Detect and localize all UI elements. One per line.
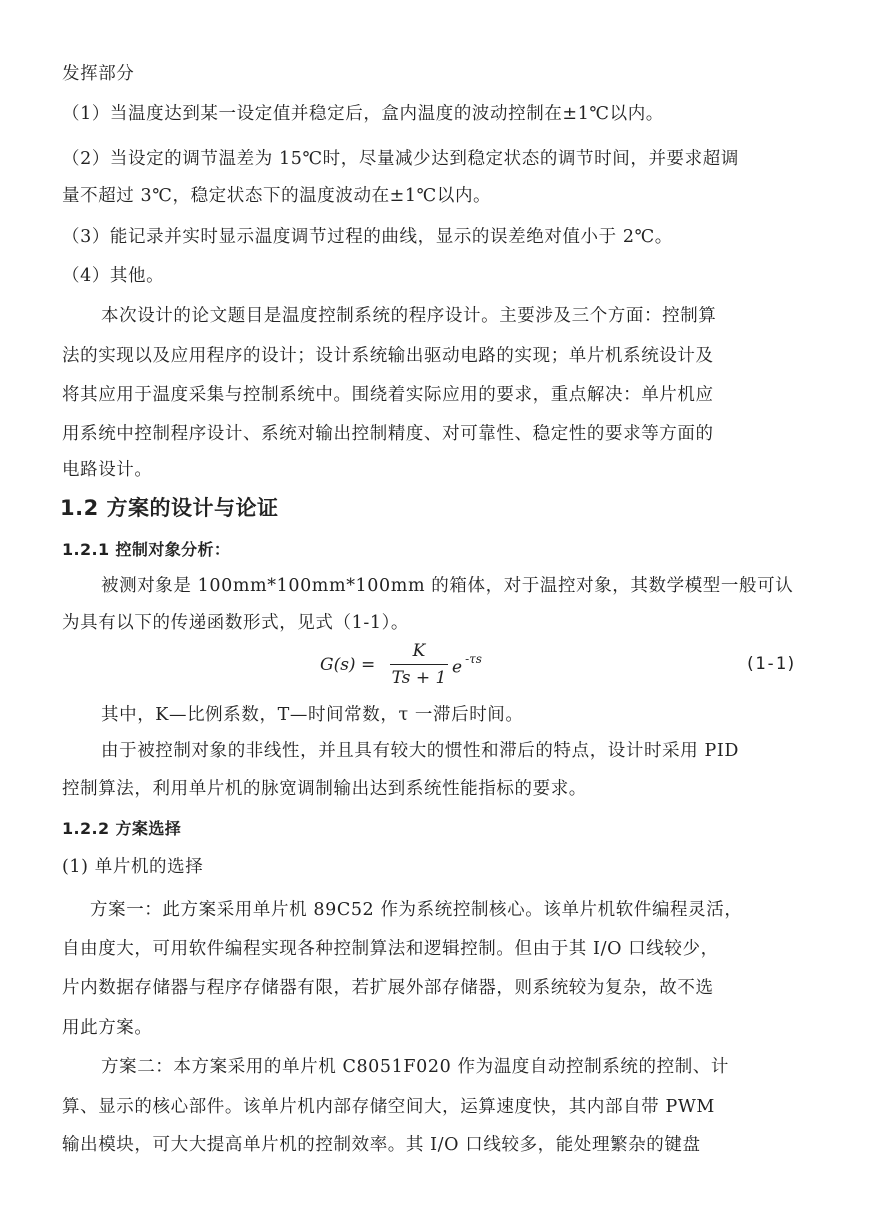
text-line: 用此方案。 [62, 1018, 153, 1038]
text-line: 被测对象是 100mm*100mm*100mm 的箱体，对于温控对象，其数学模型一般可认 [101, 576, 794, 596]
text-line: (1) 单片机的选择 [62, 857, 204, 877]
text-line: 输出模块，可大大提高单片机的控制效率。其 I/O 口线较多，能处理繁杂的键盘 [62, 1135, 701, 1155]
text-line: 方案一：此方案采用单片机 89C52 作为系统控制核心。该单片机软件编程灵活， [90, 900, 743, 920]
text-line: 本次设计的论文题目是温度控制系统的程序设计。主要涉及三个方面：控制算 [101, 306, 717, 326]
formula-exp-base: e [452, 657, 463, 678]
equation-number: (1-1) [745, 654, 797, 674]
text-line: （1）当温度达到某一设定值并稳定后，盒内温度的波动控制在±1℃以内。 [62, 104, 664, 124]
formula-lhs: G(s) = [320, 655, 376, 675]
formula-numerator: K [412, 641, 426, 661]
text-line: 控制算法，利用单片机的脉宽调制输出达到系统性能指标的要求。 [62, 779, 587, 799]
text-line: 自由度大，可用软件编程实现各种控制算法和逻辑控制。但由于其 I/O 口线较少， [62, 939, 719, 959]
formula-fraction [390, 640, 448, 689]
formula-exp-power: -τs [465, 652, 482, 666]
text-line: 发挥部分 [62, 64, 135, 84]
text-line: 其中，K—比例系数，T—时间常数，τ 一滞后时间。 [101, 705, 524, 725]
text-line: 片内数据存储器与程序存储器有限，若扩展外部存储器，则系统较为复杂，故不选 [62, 978, 714, 998]
section-heading: 1.2 方案的设计与论证 [60, 496, 279, 520]
text-line: 法的实现以及应用程序的设计；设计系统输出驱动电路的实现；单片机系统设计及 [62, 346, 714, 366]
formula-exponential [452, 652, 482, 678]
text-line: 用系统中控制程序设计、系统对输出控制精度、对可靠性、稳定性的要求等方面的 [62, 424, 714, 444]
text-line: 为具有以下的传递函数形式，见式（1-1）。 [62, 613, 410, 633]
text-line: 将其应用于温度采集与控制系统中。围绕着实际应用的要求，重点解决：单片机应 [62, 385, 714, 405]
fraction-bar [390, 664, 448, 665]
subsection-heading: 1.2.1 控制对象分析： [62, 540, 231, 559]
text-line: （3）能记录并实时显示温度调节过程的曲线，显示的误差绝对值小于 2℃。 [62, 227, 673, 247]
text-line: 量不超过 3℃，稳定状态下的温度波动在±1℃以内。 [62, 186, 492, 206]
text-line: （2）当设定的调节温差为 15℃时，尽量减少达到稳定状态的调节时间，并要求超调 [62, 149, 739, 169]
text-line: 算、显示的核心部件。该单片机内部存储空间大，运算速度快，其内部自带 PWM [62, 1097, 715, 1117]
text-line: 方案二：本方案采用的单片机 C8051F020 作为温度自动控制系统的控制、计 [101, 1057, 729, 1077]
text-line: 电路设计。 [62, 460, 153, 480]
formula-denominator: Ts + 1 [391, 668, 447, 688]
text-line: （4）其他。 [62, 266, 165, 286]
text-line: 由于被控制对象的非线性，并且具有较大的惯性和滞后的特点，设计时采用 PID [101, 741, 739, 761]
subsection-heading: 1.2.2 方案选择 [62, 819, 182, 838]
